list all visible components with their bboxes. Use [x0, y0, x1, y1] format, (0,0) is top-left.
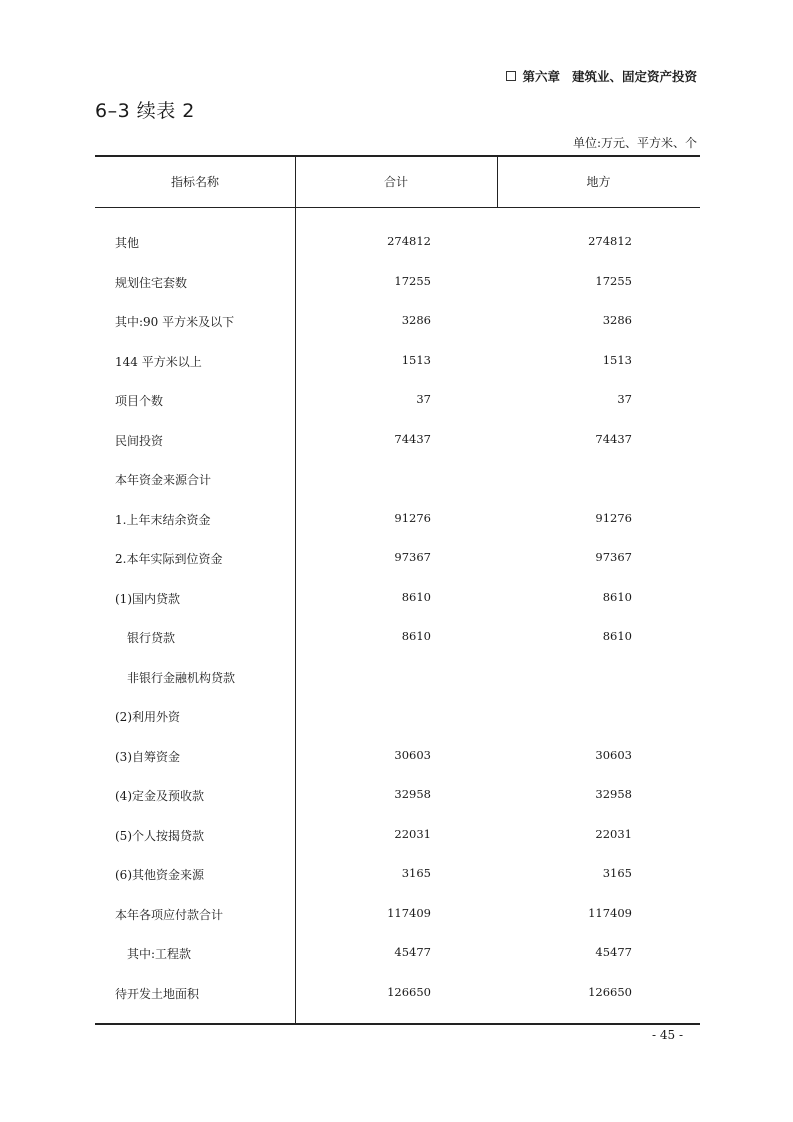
row-label: 民间投资	[115, 433, 164, 448]
row-local-value: 97367	[595, 550, 632, 564]
chapter-title: 建筑业、固定资产投资	[571, 69, 697, 84]
row-label: 非银行金融机构贷款	[127, 670, 236, 685]
table-row	[95, 222, 700, 262]
row-local-value: 22031	[595, 826, 632, 841]
row-local-value: 3165	[602, 866, 632, 880]
row-total-value: 8610	[401, 589, 431, 604]
row-total-value: 91276	[394, 510, 431, 525]
page-number: - 45 -	[651, 1028, 683, 1042]
table-row	[95, 696, 700, 736]
table-row	[95, 578, 700, 618]
row-total-value: 30603	[394, 747, 431, 762]
table-row	[95, 380, 700, 420]
data-table	[95, 155, 700, 1025]
row-total-value: 74437	[394, 431, 431, 446]
row-label: (5)个人按揭贷款	[115, 828, 204, 843]
row-local-value: 1513	[602, 352, 632, 367]
table-row	[95, 499, 700, 539]
row-local-value: 32958	[595, 787, 632, 801]
row-total-value: 37	[416, 392, 431, 406]
row-label: 144 平方米以上	[115, 354, 202, 369]
row-label: 银行贷款	[127, 631, 176, 645]
table-row	[95, 420, 700, 460]
table-row	[95, 459, 700, 499]
table-bottom-rule	[95, 1023, 700, 1025]
row-local-value: 45477	[595, 945, 632, 959]
row-local-value: 8610	[602, 589, 632, 604]
table-row	[95, 775, 700, 815]
row-local-value: 274812	[588, 234, 632, 248]
row-label: (2)利用外资	[115, 710, 180, 724]
column-header-name: 指标名称	[170, 174, 219, 189]
row-total-value: 17255	[394, 273, 431, 288]
row-label: 本年各项应付款合计	[115, 907, 224, 922]
square-icon	[506, 71, 516, 81]
row-label: 项目个数	[115, 394, 164, 408]
row-label: 其他	[115, 236, 140, 250]
row-total-value: 45477	[394, 945, 431, 959]
table-row	[95, 538, 700, 578]
table-row	[95, 854, 700, 894]
row-local-value: 3286	[602, 313, 632, 327]
row-label: 规划住宅套数	[115, 275, 188, 290]
row-local-value: 30603	[595, 747, 632, 762]
chapter-header	[506, 67, 697, 85]
row-total-value: 274812	[387, 234, 431, 248]
table-title: 6–3 续表 2	[95, 100, 195, 122]
table-row	[95, 617, 700, 657]
row-label: (1)国内贷款	[115, 591, 180, 606]
row-total-value: 1513	[401, 352, 431, 367]
row-total-value: 32958	[394, 787, 431, 801]
row-local-value: 8610	[602, 629, 632, 643]
column-header-local: 地方	[586, 174, 611, 189]
table-row	[95, 341, 700, 381]
table-row	[95, 657, 700, 697]
column-header-total: 合计	[383, 174, 408, 189]
table-row	[95, 973, 700, 1013]
table-body	[95, 222, 700, 1012]
table-row	[95, 301, 700, 341]
row-total-value: 97367	[394, 550, 431, 564]
row-local-value: 17255	[595, 273, 632, 288]
row-label: 其中:90 平方米及以下	[115, 315, 235, 329]
table-header-rule	[95, 207, 700, 208]
row-label: 本年资金来源合计	[115, 473, 212, 487]
row-total-value: 3286	[401, 313, 431, 327]
table-row	[95, 262, 700, 302]
unit-label: 单位:万元、平方米、个	[572, 136, 697, 150]
row-label: 其中:工程款	[127, 947, 192, 961]
row-label: 2.本年实际到位资金	[115, 552, 223, 566]
table-row	[95, 894, 700, 934]
row-total-value: 22031	[394, 826, 431, 841]
table-row	[95, 815, 700, 855]
row-total-value: 3165	[401, 866, 431, 880]
row-total-value: 117409	[387, 905, 431, 920]
row-label: (6)其他资金来源	[115, 868, 204, 882]
row-label: (3)自筹资金	[115, 749, 180, 764]
row-label: 1.上年末结余资金	[115, 512, 211, 527]
row-local-value: 91276	[595, 510, 632, 525]
row-local-value: 126650	[588, 984, 632, 999]
row-local-value: 74437	[595, 431, 632, 446]
chapter-number: 第六章	[522, 69, 560, 84]
row-total-value: 126650	[387, 984, 431, 999]
table-row	[95, 736, 700, 776]
table-row	[95, 933, 700, 973]
row-total-value: 8610	[401, 629, 431, 643]
row-local-value: 37	[617, 392, 632, 406]
row-label: 待开发土地面积	[115, 986, 200, 1001]
row-local-value: 117409	[588, 905, 632, 920]
row-label: (4)定金及预收款	[115, 789, 204, 803]
